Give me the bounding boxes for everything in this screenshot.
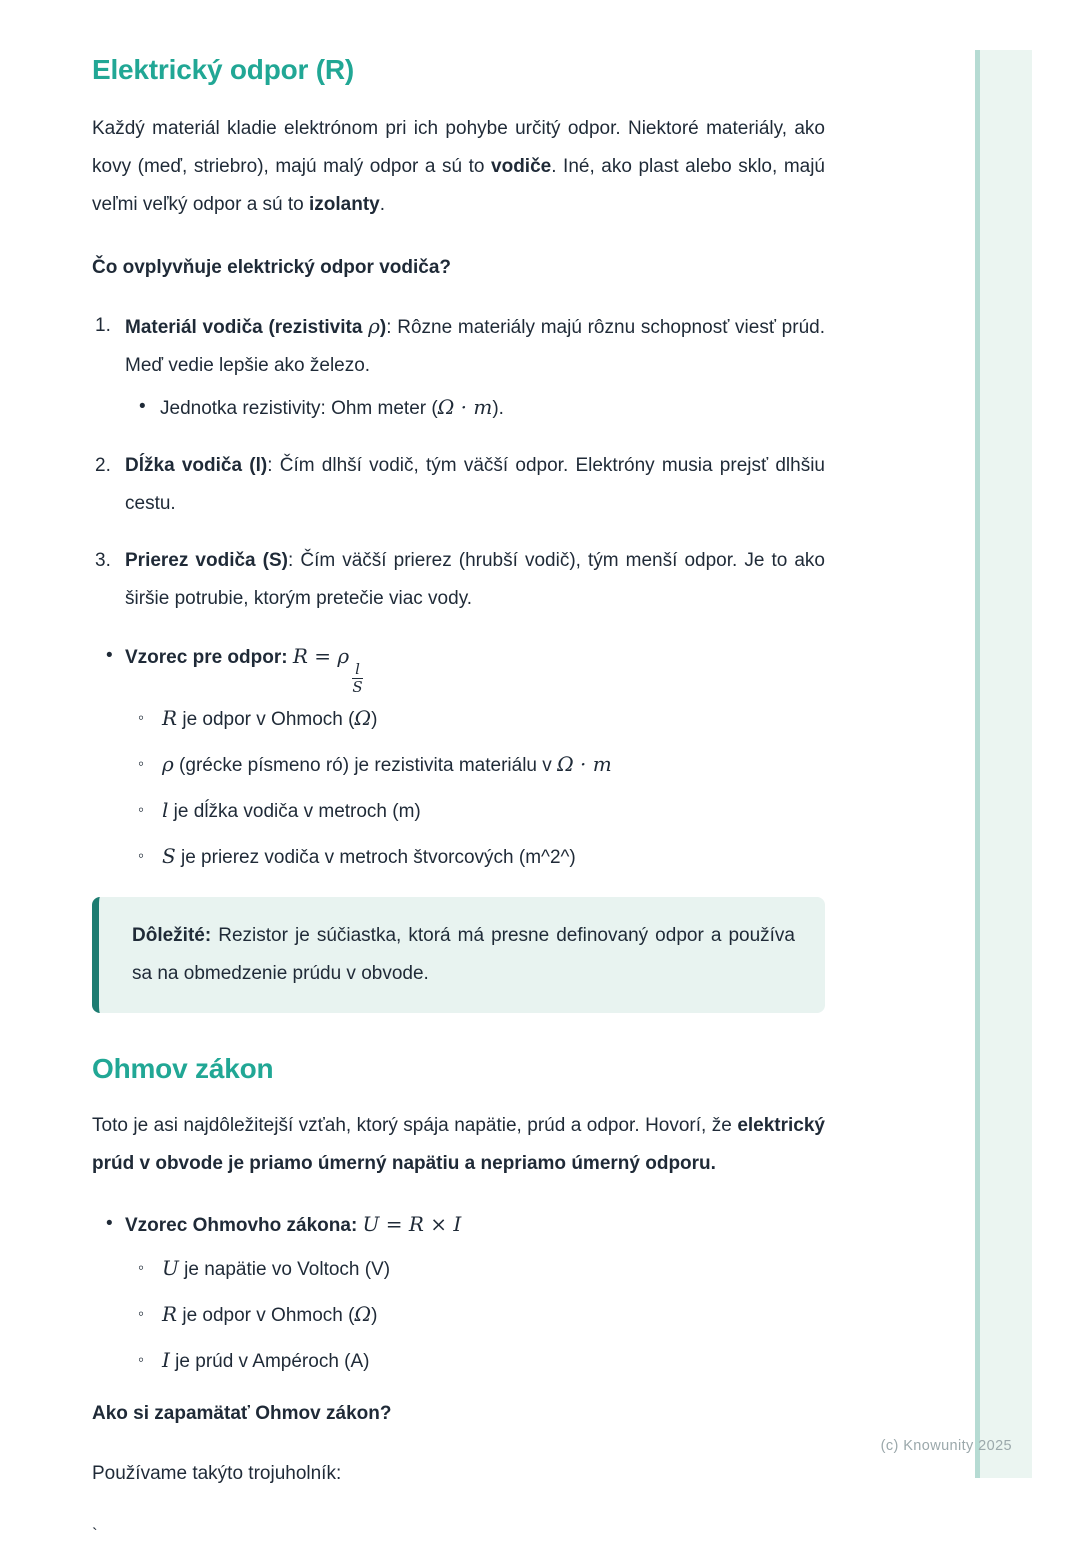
sub-list-item-text: I je prúd v Ampéroch (A) bbox=[162, 1348, 370, 1373]
copyright-watermark: (c) Knowunity 2025 bbox=[880, 1438, 1012, 1454]
list-item-body bbox=[125, 1205, 825, 1387]
resistance-formula-text: Vzorec pre odpor: R = ρ $\frac{l}{S}$ bbox=[125, 644, 363, 697]
sub-list-item bbox=[125, 1249, 825, 1289]
list-item-body bbox=[125, 307, 825, 428]
sub-list-item bbox=[125, 791, 825, 831]
subheading-remember: Ako si zapamätať Ohmov zákon? bbox=[92, 1403, 392, 1425]
resistance-formula-sublist bbox=[125, 699, 825, 877]
right-margin-stripe bbox=[975, 50, 1032, 1478]
circle-bullet-marker: ◦ bbox=[138, 754, 145, 774]
list-item-length bbox=[92, 447, 825, 523]
circle-bullet-marker: ◦ bbox=[138, 1258, 145, 1278]
document-content bbox=[92, 0, 825, 1545]
ohms-law-formula-item bbox=[92, 1205, 825, 1387]
sub-list-item-text: ρ (grécke písmeno ró) je rezistivita materiálu v Ω · m bbox=[162, 752, 612, 777]
circle-bullet-marker: ◦ bbox=[138, 1304, 145, 1324]
triangle-intro-text: Používame takýto trojuholník: bbox=[92, 1463, 342, 1485]
sub-list-item-text: Jednotka rezistivity: Ohm meter (Ω · m). bbox=[160, 395, 504, 419]
list-item-body bbox=[125, 447, 825, 523]
sub-list-item bbox=[125, 1341, 825, 1381]
factors-list bbox=[92, 307, 825, 618]
section-title-resistance: Elektrický odpor (R) bbox=[92, 54, 355, 85]
list-number: 3. bbox=[95, 550, 111, 571]
bullet-marker: • bbox=[106, 1213, 113, 1235]
circle-bullet-marker: ◦ bbox=[138, 708, 145, 728]
sub-list-item-unit bbox=[125, 388, 825, 428]
stray-backtick-mark: ` bbox=[92, 1525, 98, 1545]
sub-list-item bbox=[125, 1295, 825, 1335]
resistance-formula-item bbox=[92, 637, 825, 883]
list-item-cross-section bbox=[92, 542, 825, 618]
subheading-factors: Čo ovplyvňuje elektrický odpor vodiča? bbox=[92, 257, 451, 278]
list-item-text: Materiál vodiča (rezistivita ρ): Rôzne materiály majú rôznu schopnosť viesť prúd. Meď vedie lepšie ako železo. bbox=[125, 314, 825, 376]
list-item-material bbox=[92, 307, 825, 428]
ohms-law-formula-text: Vzorec Ohmovho zákona: U = R × I bbox=[125, 1212, 462, 1237]
sub-list-item bbox=[125, 837, 825, 877]
section-title-ohms-law: Ohmov zákon bbox=[92, 1053, 274, 1085]
sub-list-item bbox=[125, 745, 825, 785]
circle-bullet-marker: ◦ bbox=[138, 846, 145, 866]
important-callout bbox=[92, 897, 825, 1013]
sub-list-item-text: S je prierez vodiča v metroch štvorcových (m^2^) bbox=[162, 844, 576, 869]
sub-list-item-text: R je odpor v Ohmoch (Ω) bbox=[162, 1302, 378, 1327]
intro-paragraph: Každý materiál kladie elektrónom pri ich pohybe určitý odpor. Niektoré materiály, ako kovy (meď, striebro), majú malý odpor a sú to vodiče. Iné, ako plast alebo sklo, majú veľmi veľký odpor a sú to izolanty. bbox=[92, 118, 826, 215]
list-number: 2. bbox=[95, 455, 111, 476]
list-item-text: Dĺžka vodiča (l): Čím dlhší vodič, tým väčší odpor. Elektróny musia prejsť dlhšiu cestu. bbox=[125, 455, 825, 514]
bullet-marker: • bbox=[106, 645, 113, 666]
circle-bullet-marker: ◦ bbox=[138, 1350, 145, 1370]
ohms-law-formula-sublist bbox=[125, 1249, 825, 1381]
list-number: 1. bbox=[95, 315, 111, 336]
circle-bullet-marker: ◦ bbox=[138, 800, 145, 820]
list-item-body bbox=[125, 542, 825, 618]
sub-list-item-text: U je napätie vo Voltoch (V) bbox=[162, 1256, 391, 1281]
ohms-law-paragraph: Toto je asi najdôležitejší vzťah, ktorý spája napätie, prúd a odpor. Hovorí, že elektrický prúd v obvode je priamo úmerný napätiu a nepriamo úmerný odporu. bbox=[92, 1115, 825, 1175]
list-item-text: Prierez vodiča (S): Čím väčší prierez (hrubší vodič), tým menší odpor. Je to ako širšie potrubie, ktorým pretečie viac vody. bbox=[125, 550, 825, 609]
important-callout-text: Dôležité: Rezistor je súčiastka, ktorá má presne definovaný odpor a používa sa na obmedzenie prúdu v obvode. bbox=[132, 925, 795, 985]
bullet-marker: • bbox=[139, 396, 146, 417]
sub-list-item-text: l je dĺžka vodiča v metroch (m) bbox=[162, 798, 421, 823]
list-item-body bbox=[125, 637, 825, 883]
sub-list-item bbox=[125, 699, 825, 739]
sub-list-item-text: R je odpor v Ohmoch (Ω) bbox=[162, 706, 378, 731]
